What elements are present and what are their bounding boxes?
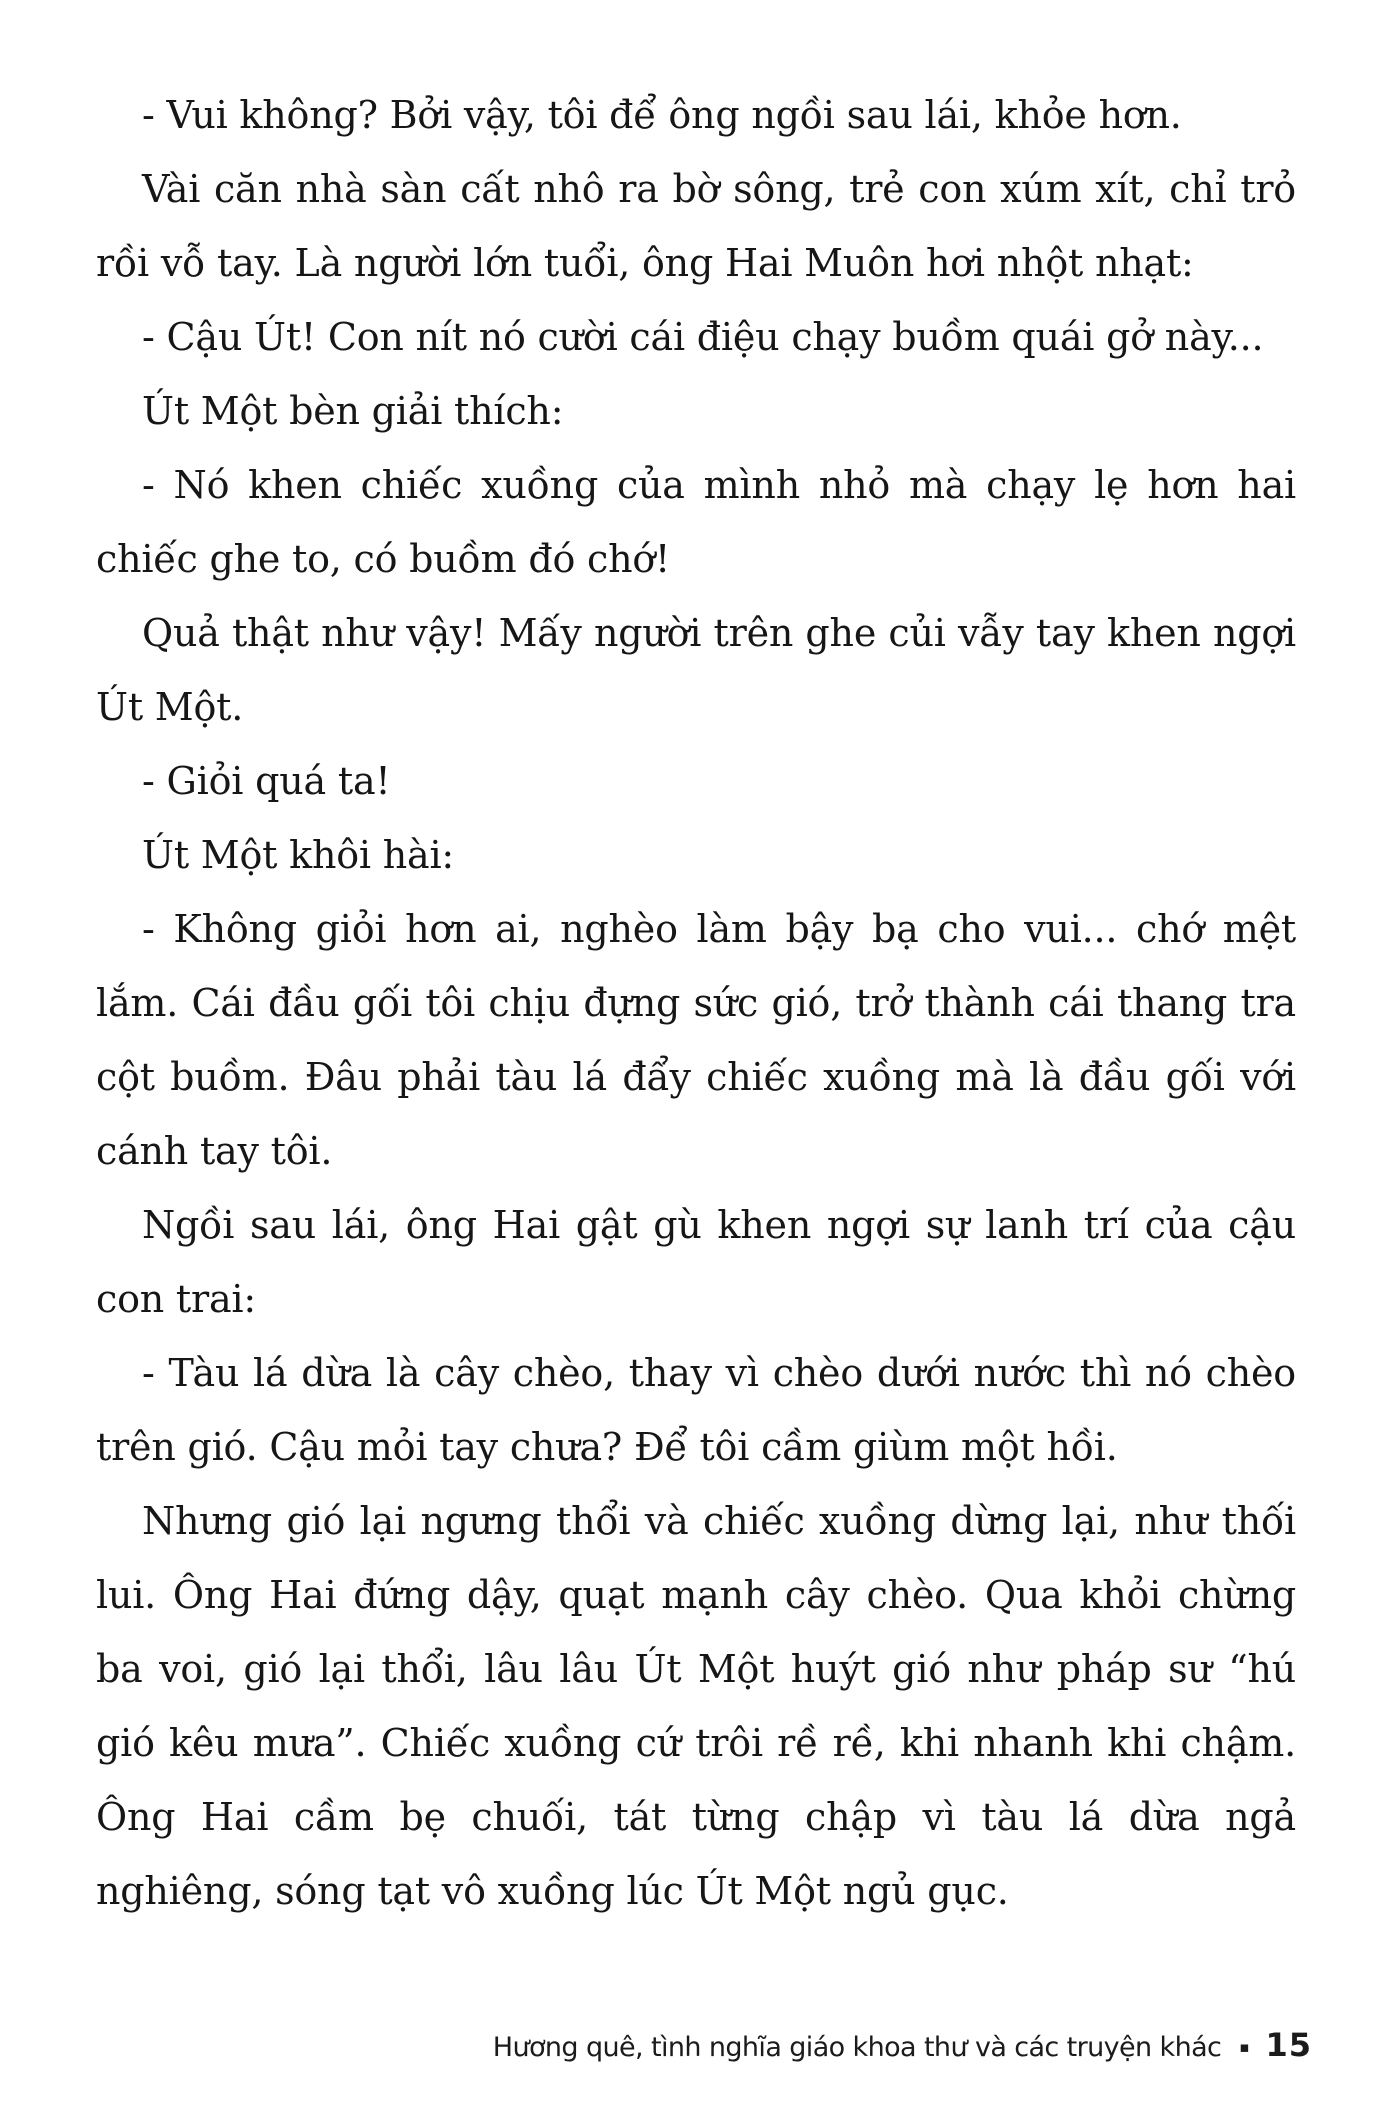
- paragraph: Vài căn nhà sàn cất nhô ra bờ sông, trẻ con xúm xít, chỉ trỏ rồi vỗ tay. Là người lớn tuổi, ông Hai Muôn hơi nhột nhạt:: [96, 167, 1296, 285]
- paragraph: - Tàu lá dừa là cây chèo, thay vì chèo dưới nước thì nó chèo trên gió. Cậu mỏi tay chưa? Để tôi cầm giùm một hồi.: [96, 1351, 1296, 1469]
- paragraph: - Nó khen chiếc xuồng của mình nhỏ mà chạy lẹ hơn hai chiếc ghe to, có buồm đó chớ!: [96, 463, 1296, 581]
- paragraph: Út Một bèn giải thích:: [142, 389, 564, 433]
- paragraph: - Vui không? Bởi vậy, tôi để ông ngồi sau lái, khỏe hơn.: [142, 93, 1182, 137]
- paragraph: - Giỏi quá ta!: [142, 759, 391, 803]
- paragraph: Út Một khôi hài:: [142, 833, 455, 877]
- paragraph: - Cậu Út! Con nít nó cười cái điệu chạy buồm quái gở này...: [142, 315, 1264, 359]
- paragraph: - Không giỏi hơn ai, nghèo làm bậy bạ cho vui... chớ mệt lắm. Cái đầu gối tôi chịu đựng sức gió, trở thành cái thang tra cột buồm. Đâu phải tàu lá đẩy chiếc xuồng mà là đầu gối với cánh tay tôi.: [96, 907, 1296, 1173]
- page-number: 15: [1265, 2026, 1312, 2064]
- paragraph: Quả thật như vậy! Mấy người trên ghe củi vẫy tay khen ngợi Út Một.: [96, 611, 1296, 729]
- page-footer: [0, 2026, 1312, 2064]
- running-footer-title: Hương quê, tình nghĩa giáo khoa thư và các truyện khác: [492, 2032, 1222, 2063]
- paragraph: Ngồi sau lái, ông Hai gật gù khen ngợi sự lanh trí của cậu con trai:: [96, 1203, 1296, 1321]
- square-bullet-icon: ▪: [1239, 2038, 1250, 2056]
- story-text-block: [96, 78, 1296, 1928]
- paragraph: Nhưng gió lại ngưng thổi và chiếc xuồng dừng lại, như thối lui. Ông Hai đứng dậy, quạt mạnh cây chèo. Qua khỏi chừng ba voi, gió lại thổi, lâu lâu Út Một huýt gió như pháp sư “hú gió kêu mưa”. Chiếc xuồng cứ trôi rề rề, khi nhanh khi chậm. Ông Hai cầm bẹ chuối, tát từng chập vì tàu lá dừa ngả nghiêng, sóng tạt vô xuồng lúc Út Một ngủ gục.: [96, 1499, 1296, 1913]
